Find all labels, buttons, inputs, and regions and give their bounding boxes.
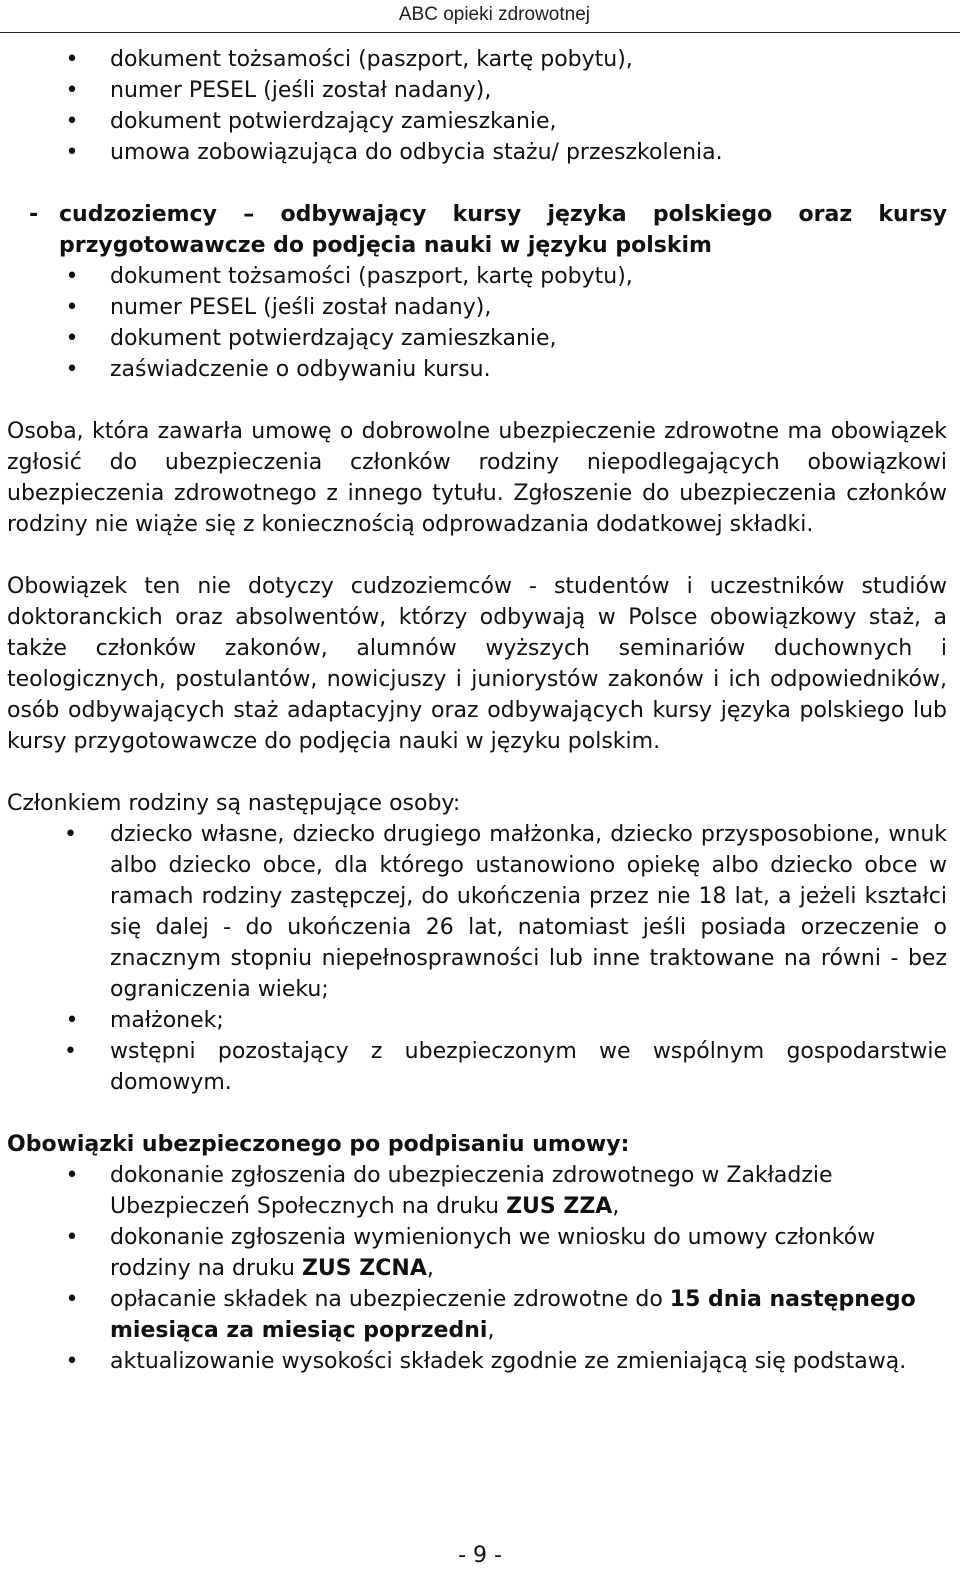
list-item: • dokument tożsamości (paszport, kartę pobytu), (7, 44, 947, 75)
bullet-icon: • (65, 326, 79, 351)
list-item: • dokonanie zgłoszenia do ubezpieczenia zdrowotnego w Zakładzie Ubezpieczeń Społecznych na druku ZUS ZZA, (7, 1160, 947, 1222)
bullet-icon: • (65, 357, 79, 382)
bullet-icon: • (65, 140, 79, 165)
dash-marker: - (29, 202, 39, 227)
bullet-icon: • (65, 1287, 79, 1312)
list-item: • aktualizowanie wysokości składek zgodnie ze zmieniającą się podstawą. (7, 1346, 947, 1377)
bullet-icon: • (65, 1349, 79, 1374)
list-documents-intern (7, 44, 947, 168)
paragraph-exemptions: Obowiązek ten nie dotyczy cudzoziemców - studentów i uczestników studiów doktoranckich oraz absolwentów, którzy odbywają w Polsce obowiązkowy staż, a także członków zakonów, alumnów wyższych seminariów duchownych i teologicznych, postulantów, nowicjuszy i juniorystów zakonów i ich odpowiedników, osób odbywających staż adaptacyjny oraz odbywających kursy języka polskiego lub kursy przygotowawcze do podjęcia nauki w języku polskim. (7, 574, 947, 754)
bullet-icon: • (64, 1039, 77, 1064)
document-body (7, 44, 947, 1377)
list-item: • dokonanie zgłoszenia wymienionych we wniosku do umowy członków rodziny na druku ZUS ZCNA, (7, 1222, 947, 1284)
list-family-members (7, 819, 947, 1098)
list-item: • dziecko własne, dziecko drugiego małżonka, dziecko przysposobione, wnuk albo dziecko obce, dla którego ustanowiono opiekę albo dziecko obce w ramach rodziny zastępczej, do ukończenia przez nie 18 lat, a jeżeli kształci się dalej - do ukończenia 26 lat, natomiast jeśli posiada orzeczenie o znacznym stopniu niepełnosprawności lub inne traktowane na równi - bez ograniczenia wieku; (7, 819, 947, 1005)
bullet-icon: • (65, 78, 79, 103)
list-item: • dokument potwierdzający zamieszkanie, (7, 323, 947, 354)
bullet-icon: • (65, 109, 79, 134)
list-item: • dokument potwierdzający zamieszkanie, (7, 106, 947, 137)
bullet-icon: • (65, 1008, 79, 1033)
paragraph-voluntary-insurance: Osoba, która zawarła umowę o dobrowolne ubezpieczenie zdrowotne ma obowiązek zgłosić do ubezpieczenia członków rodziny niepodlegających obowiązkowi ubezpieczenia zdrowotnego z innego tytułu. Zgłoszenie do ubezpieczenia członków rodziny nie wiąże się z koniecznością odprowadzania dodatkowej składki. (7, 419, 947, 537)
list-item: • wstępni pozostający z ubezpieczonym we wspólnym gospodarstwie domowym. (7, 1036, 947, 1098)
list-item: • dokument tożsamości (paszport, kartę pobytu), (7, 261, 947, 292)
bullet-icon: • (65, 47, 79, 72)
bullet-icon: • (65, 295, 79, 320)
family-intro: Członkiem rodziny są następujące osoby: (7, 791, 461, 816)
list-item: • numer PESEL (jeśli został nadany), (7, 75, 947, 106)
list-item: • zaświadczenie o odbywaniu kursu. (7, 354, 947, 385)
header-title: ABC opieki zdrowotnej (398, 4, 590, 25)
section-heading-language-courses (7, 199, 947, 261)
bullet-icon: • (65, 264, 79, 289)
list-documents-course (7, 261, 947, 385)
page-header (0, 0, 960, 33)
list-item: • numer PESEL (jeśli został nadany), (7, 292, 947, 323)
section-heading-text: cudzoziemcy – odbywający kursy języka polskiego oraz kursy przygotowawcze do podjęcia nauki w języku polskim (59, 202, 947, 258)
list-item: • małżonek; (7, 1005, 947, 1036)
page-number: - 9 - (458, 1543, 502, 1568)
bullet-icon: • (65, 1163, 79, 1188)
duties-heading: Obowiązki ubezpieczonego po podpisaniu umowy: (7, 1132, 630, 1157)
list-duties (7, 1160, 947, 1377)
bullet-icon: • (64, 822, 77, 847)
list-item: • opłacanie składek na ubezpieczenie zdrowotne do 15 dnia następnego miesiąca za miesiąc poprzedni, (7, 1284, 947, 1346)
bullet-icon: • (65, 1225, 79, 1250)
list-item: • umowa zobowiązująca do odbycia stażu/ przeszkolenia. (7, 137, 947, 168)
